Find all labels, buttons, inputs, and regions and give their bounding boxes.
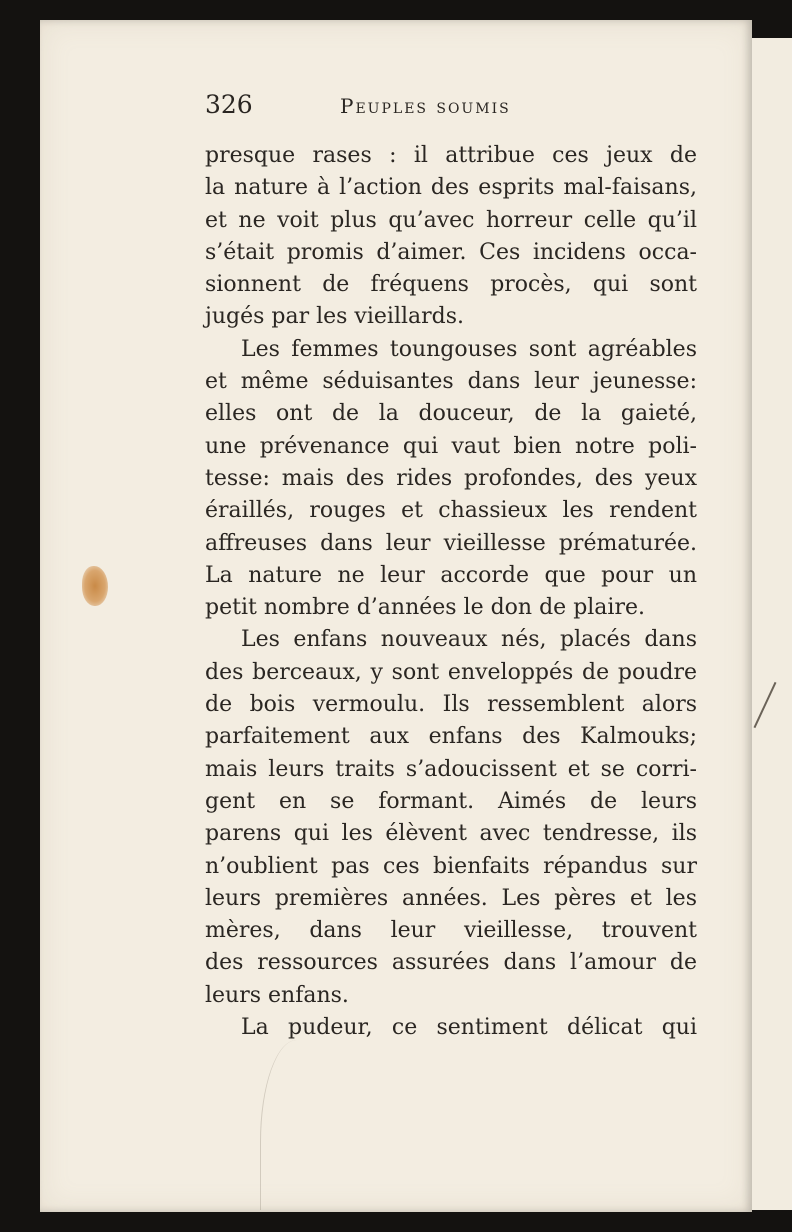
text-line: gent en se formant. Aimés de leurs: [205, 788, 697, 814]
page-number: 326: [205, 90, 253, 119]
text-line: n’oublient pas ces bienfaits répandus sur: [205, 853, 697, 879]
facing-page-edge: [752, 38, 792, 1210]
text-line: presque rases : il attribue ces jeux de: [205, 143, 697, 168]
running-head: Peuples soumis: [340, 94, 511, 118]
text-line: s’était promis d’aimer. Ces incidens occa-: [205, 239, 697, 265]
text-line: Les femmes toungouses sont agréables: [241, 336, 697, 362]
text-line: Les enfans nouveaux nés, placés dans: [241, 627, 697, 653]
text-line: sionnent de fréquens procès, qui sont: [205, 272, 697, 298]
text-line: des berceaux, y sont enveloppés de poudre: [205, 659, 697, 685]
text-line: petit nombre d’années le don de plaire.: [205, 595, 645, 621]
text-line: leurs premières années. Les pères et les: [205, 885, 697, 911]
text-line: de bois vermoulu. Ils ressemblent alors: [205, 692, 697, 718]
text-line: jugés par les vieillards.: [205, 304, 465, 330]
page-header: [205, 90, 565, 126]
text-line: la nature à l’action des esprits mal-faisans,: [205, 175, 697, 201]
text-line: La pudeur, ce sentiment délicat qui: [241, 1015, 697, 1041]
text-line: parens qui les élèvent avec tendresse, ils: [205, 821, 697, 847]
text-line: tesse: mais des rides profondes, des yeux: [205, 465, 697, 491]
text-line: des ressources assurées dans l’amour de: [205, 950, 697, 976]
body-text: [205, 140, 697, 1044]
text-line: et même séduisantes dans leur jeunesse:: [205, 369, 697, 395]
text-line: mères, dans leur vieillesse, trouvent: [205, 918, 697, 944]
text-line: et ne voit plus qu’avec horreur celle qu’il: [205, 207, 697, 233]
foxing-stain: [82, 566, 108, 606]
text-line: La nature ne leur accorde que pour un: [205, 562, 697, 588]
text-line: mais leurs traits s’adoucissent et se corri-: [205, 756, 697, 782]
paper-crease: [260, 1040, 321, 1210]
text-line: une prévenance qui vaut bien notre poli-: [205, 433, 697, 459]
text-line: éraillés, rouges et chassieux les rendent: [205, 498, 697, 524]
text-line: leurs enfans.: [205, 982, 349, 1008]
text-line: parfaitement aux enfans des Kalmouks;: [205, 724, 697, 750]
text-line: elles ont de la douceur, de la gaieté,: [205, 401, 697, 427]
text-line: affreuses dans leur vieillesse prématurée.: [205, 530, 697, 556]
